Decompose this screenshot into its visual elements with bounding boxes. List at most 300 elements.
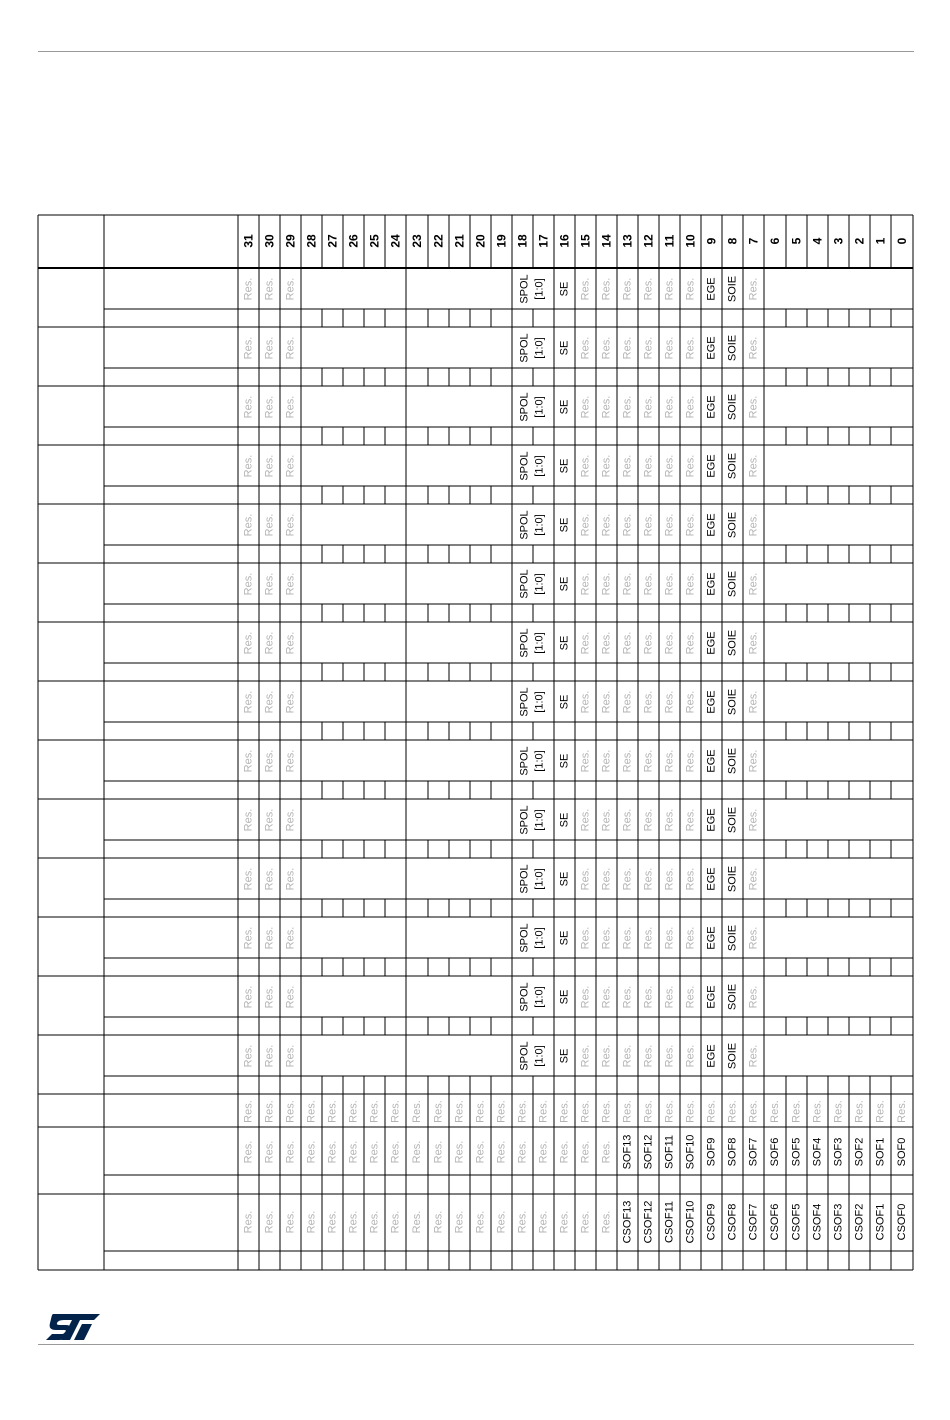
reserved-label: Res. [347, 1140, 360, 1164]
reserved-label: Res. [453, 1140, 466, 1164]
bit-number-21: 21 [452, 234, 467, 248]
spol-range-label: [1:0] [533, 455, 546, 477]
reserved-label: Res. [284, 690, 297, 714]
soie-label: SOIE [726, 629, 739, 657]
reserved-label: Res. [242, 1140, 255, 1164]
bit-number-14: 14 [599, 234, 614, 248]
reserved-label: Res. [242, 395, 255, 419]
ege-label: EGE [705, 395, 718, 419]
reserved-label: Res. [284, 1210, 297, 1234]
soie-label: SOIE [726, 924, 739, 952]
bit-number-4: 4 [810, 237, 825, 245]
reserved-label: Res. [305, 1140, 318, 1164]
reserved-label: Res. [284, 749, 297, 773]
reserved-label: Res. [747, 985, 760, 1009]
spol-label: SPOL [518, 569, 531, 599]
sof-flag-label: SOF12 [642, 1134, 655, 1170]
soie-label: SOIE [726, 511, 739, 539]
reserved-label: Res. [853, 1100, 866, 1123]
reserved-label: Res. [663, 336, 676, 360]
reserved-label: Res. [263, 867, 276, 891]
reserved-label: Res. [495, 1140, 508, 1164]
bit-number-7: 7 [746, 237, 761, 245]
se-label: SE [558, 281, 571, 297]
reserved-label: Res. [790, 1100, 803, 1123]
reserved-label: Res. [453, 1210, 466, 1234]
sof-flag-label: SOF6 [769, 1137, 781, 1167]
se-label: SE [558, 753, 571, 769]
se-label: SE [558, 812, 571, 828]
reserved-label: Res. [411, 1100, 423, 1123]
reserved-label: Res. [579, 572, 592, 596]
csof-flag-label: CSOF11 [663, 1201, 676, 1243]
bit-number-18: 18 [515, 234, 530, 248]
reserved-label: Res. [600, 1100, 613, 1123]
reserved-label: Res. [558, 1140, 571, 1164]
bit-number-10: 10 [683, 234, 698, 248]
reserved-label: Res. [600, 926, 613, 950]
bit-number-15: 15 [578, 234, 593, 248]
reserved-label: Res. [579, 1140, 592, 1164]
reserved-label: Res. [284, 395, 297, 419]
spol-label: SPOL [518, 628, 531, 658]
bit-number-16: 16 [557, 234, 572, 248]
sof-flag-label: SOF10 [684, 1134, 697, 1170]
reserved-label: Res. [600, 985, 613, 1009]
reserved-label: Res. [516, 1100, 529, 1123]
reserved-label: Res. [432, 1210, 445, 1234]
reserved-label: Res. [621, 749, 634, 773]
reserved-label: Res. [747, 1044, 760, 1068]
reserved-label: Res. [242, 336, 255, 360]
reserved-label: Res. [600, 867, 613, 891]
reserved-label: Res. [684, 808, 697, 832]
reserved-label: Res. [284, 513, 297, 537]
reserved-label: Res. [642, 454, 655, 478]
csof-flag-label: CSOF3 [832, 1203, 845, 1241]
reserved-label: Res. [579, 277, 592, 301]
reserved-label: Res. [663, 985, 676, 1009]
reserved-label: Res. [263, 1210, 276, 1234]
reserved-label: Res. [558, 1100, 571, 1123]
reserved-label: Res. [600, 336, 613, 360]
reserved-label: Res. [663, 395, 676, 419]
reserved-label: Res. [368, 1210, 381, 1234]
reserved-label: Res. [242, 572, 255, 596]
reserved-label: Res. [242, 749, 255, 773]
se-label: SE [558, 517, 571, 533]
reserved-label: Res. [326, 1140, 339, 1164]
reserved-label: Res. [684, 1100, 697, 1123]
reserved-label: Res. [684, 454, 697, 478]
reserved-label: Res. [242, 867, 255, 891]
bit-number-13: 13 [620, 234, 635, 248]
reserved-label: Res. [263, 1100, 276, 1123]
reserved-label: Res. [642, 1044, 655, 1068]
reserved-label: Res. [263, 690, 276, 714]
reserved-label: Res. [663, 867, 676, 891]
spol-label: SPOL [518, 687, 531, 717]
reserved-label: Res. [242, 1210, 255, 1234]
spol-label: SPOL [518, 746, 531, 776]
reserved-label: Res. [263, 985, 276, 1009]
reserved-label: Res. [663, 808, 676, 832]
reserved-label: Res. [579, 1210, 592, 1234]
reserved-label: Res. [284, 277, 297, 301]
reserved-label: Res. [621, 513, 634, 537]
bit-number-25: 25 [367, 234, 382, 248]
reserved-label: Res. [621, 631, 634, 655]
bit-number-20: 20 [473, 234, 488, 248]
reserved-label: Res. [663, 690, 676, 714]
reserved-label: Res. [326, 1210, 339, 1234]
reserved-label: Res. [389, 1100, 402, 1123]
ege-label: EGE [705, 513, 718, 537]
reserved-label: Res. [684, 690, 697, 714]
reserved-label: Res. [684, 277, 697, 301]
reserved-label: Res. [600, 808, 613, 832]
reserved-label: Res. [579, 867, 592, 891]
reserved-label: Res. [747, 513, 760, 537]
reserved-label: Res. [242, 985, 255, 1009]
spol-label: SPOL [518, 392, 531, 422]
reserved-label: Res. [684, 336, 697, 360]
reserved-label: Res. [579, 631, 592, 655]
reserved-label: Res. [326, 1100, 339, 1123]
reserved-label: Res. [389, 1210, 402, 1234]
ege-label: EGE [705, 631, 718, 655]
reserved-label: Res. [747, 336, 760, 360]
spol-range-label: [1:0] [533, 809, 546, 831]
se-label: SE [558, 871, 571, 887]
bit-number-11: 11 [662, 234, 677, 248]
bit-number-8: 8 [725, 237, 740, 245]
spol-range-label: [1:0] [533, 1045, 546, 1067]
reserved-label: Res. [474, 1100, 487, 1123]
reserved-label: Res. [747, 1100, 760, 1123]
csof-flag-label: CSOF6 [769, 1203, 781, 1241]
reserved-label: Res. [747, 749, 760, 773]
se-label: SE [558, 576, 571, 592]
spol-label: SPOL [518, 1041, 531, 1071]
reserved-label: Res. [684, 572, 697, 596]
reserved-label: Res. [516, 1210, 529, 1234]
reserved-label: Res. [284, 926, 297, 950]
reserved-label: Res. [600, 513, 613, 537]
bit-number-24: 24 [388, 234, 403, 248]
soie-label: SOIE [726, 983, 739, 1011]
sof-flag-label: SOF11 [663, 1134, 676, 1170]
spol-range-label: [1:0] [533, 278, 546, 300]
reserved-label: Res. [284, 985, 297, 1009]
reserved-label: Res. [600, 395, 613, 419]
reserved-label: Res. [579, 1044, 592, 1068]
reserved-label: Res. [600, 1044, 613, 1068]
reserved-label: Res. [600, 1210, 613, 1234]
reserved-label: Res. [242, 1044, 255, 1068]
reserved-label: Res. [368, 1140, 381, 1164]
reserved-label: Res. [642, 277, 655, 301]
reserved-label: Res. [600, 631, 613, 655]
reserved-label: Res. [621, 454, 634, 478]
bit-number-28: 28 [304, 234, 319, 248]
reserved-label: Res. [600, 454, 613, 478]
reserved-label: Res. [242, 631, 255, 655]
se-label: SE [558, 399, 571, 415]
reserved-label: Res. [684, 1044, 697, 1068]
reserved-label: Res. [600, 749, 613, 773]
soie-label: SOIE [726, 334, 739, 362]
reserved-label: Res. [621, 277, 634, 301]
reserved-label: Res. [600, 572, 613, 596]
reserved-label: Res. [684, 513, 697, 537]
reserved-label: Res. [747, 926, 760, 950]
reserved-label: Res. [242, 513, 255, 537]
reserved-label: Res. [600, 1140, 613, 1164]
reserved-label: Res. [642, 513, 655, 537]
reserved-label: Res. [263, 277, 276, 301]
reserved-label: Res. [642, 926, 655, 950]
reserved-label: Res. [621, 985, 634, 1009]
spol-range-label: [1:0] [533, 986, 546, 1008]
reserved-label: Res. [537, 1100, 550, 1123]
reserved-label: Res. [684, 749, 697, 773]
reserved-label: Res. [284, 454, 297, 478]
ege-label: EGE [705, 749, 718, 773]
spol-range-label: [1:0] [533, 927, 546, 949]
reserved-label: Res. [411, 1140, 423, 1164]
bit-number-17: 17 [536, 234, 551, 248]
sof-flag-label: SOF13 [621, 1134, 634, 1170]
soie-label: SOIE [726, 570, 739, 598]
soie-label: SOIE [726, 452, 739, 480]
reserved-label: Res. [263, 1140, 276, 1164]
reserved-label: Res. [663, 749, 676, 773]
ege-label: EGE [705, 572, 718, 596]
reserved-label: Res. [747, 690, 760, 714]
reserved-label: Res. [600, 277, 613, 301]
reserved-label: Res. [684, 985, 697, 1009]
reserved-label: Res. [579, 749, 592, 773]
reserved-label: Res. [474, 1210, 487, 1234]
reserved-label: Res. [747, 454, 760, 478]
se-label: SE [558, 989, 571, 1005]
spol-label: SPOL [518, 451, 531, 481]
se-label: SE [558, 635, 571, 651]
reserved-label: Res. [432, 1100, 445, 1123]
reserved-label: Res. [621, 1100, 634, 1123]
reserved-label: Res. [579, 926, 592, 950]
reserved-label: Res. [747, 572, 760, 596]
se-label: SE [558, 458, 571, 474]
reserved-label: Res. [284, 808, 297, 832]
reserved-label: Res. [621, 808, 634, 832]
reserved-label: Res. [621, 926, 634, 950]
reserved-label: Res. [579, 1100, 592, 1123]
soie-label: SOIE [726, 1042, 739, 1070]
reserved-label: Res. [284, 631, 297, 655]
spol-label: SPOL [518, 923, 531, 953]
reserved-label: Res. [305, 1100, 318, 1123]
reserved-label: Res. [284, 1140, 297, 1164]
reserved-label: Res. [242, 454, 255, 478]
reserved-label: Res. [663, 454, 676, 478]
ege-label: EGE [705, 985, 718, 1009]
reserved-label: Res. [747, 277, 760, 301]
reserved-label: Res. [684, 867, 697, 891]
reserved-label: Res. [684, 631, 697, 655]
reserved-label: Res. [579, 336, 592, 360]
reserved-label: Res. [263, 513, 276, 537]
csof-flag-label: CSOF10 [684, 1200, 697, 1244]
bit-number-2: 2 [852, 237, 867, 245]
spol-label: SPOL [518, 982, 531, 1012]
sof-flag-label: SOF9 [705, 1137, 718, 1167]
reserved-label: Res. [747, 631, 760, 655]
reserved-label: Res. [621, 867, 634, 891]
reserved-label: Res. [579, 454, 592, 478]
reserved-label: Res. [663, 631, 676, 655]
reserved-label: Res. [263, 631, 276, 655]
csof-flag-label: CSOF4 [811, 1203, 824, 1241]
spol-label: SPOL [518, 805, 531, 835]
reserved-label: Res. [621, 395, 634, 419]
soie-label: SOIE [726, 275, 739, 303]
csof-flag-label: CSOF2 [853, 1203, 866, 1241]
spol-label: SPOL [518, 333, 531, 363]
reserved-label: Res. [474, 1140, 487, 1164]
reserved-label: Res. [663, 926, 676, 950]
reserved-label: Res. [579, 395, 592, 419]
reserved-label: Res. [642, 395, 655, 419]
reserved-label: Res. [747, 867, 760, 891]
reserved-label: Res. [516, 1140, 529, 1164]
reserved-label: Res. [242, 926, 255, 950]
reserved-label: Res. [368, 1100, 381, 1123]
reserved-label: Res. [263, 749, 276, 773]
spol-range-label: [1:0] [533, 691, 546, 713]
bit-number-23: 23 [410, 234, 424, 248]
reserved-label: Res. [263, 926, 276, 950]
reserved-label: Res. [284, 1100, 297, 1123]
bit-number-1: 1 [873, 237, 888, 245]
reserved-label: Res. [242, 808, 255, 832]
reserved-label: Res. [284, 867, 297, 891]
reserved-label: Res. [874, 1100, 887, 1123]
reserved-label: Res. [389, 1140, 402, 1164]
spol-range-label: [1:0] [533, 514, 546, 536]
reserved-label: Res. [896, 1100, 908, 1123]
reserved-label: Res. [579, 808, 592, 832]
spol-range-label: [1:0] [533, 396, 546, 418]
reserved-label: Res. [305, 1210, 318, 1234]
reserved-label: Res. [347, 1210, 360, 1234]
bit-number-26: 26 [346, 234, 361, 248]
bit-number-30: 30 [262, 234, 277, 248]
csof-flag-label: CSOF8 [726, 1203, 739, 1241]
reserved-label: Res. [284, 572, 297, 596]
bit-number-22: 22 [431, 234, 446, 248]
reserved-label: Res. [579, 985, 592, 1009]
reserved-label: Res. [263, 1044, 276, 1068]
se-label: SE [558, 1048, 571, 1064]
st-logo-icon [44, 1312, 102, 1342]
soie-label: SOIE [726, 688, 739, 716]
reserved-label: Res. [537, 1210, 550, 1234]
reserved-label: Res. [621, 1044, 634, 1068]
bit-number-3: 3 [831, 237, 846, 245]
bit-number-27: 27 [325, 234, 340, 248]
bit-number-12: 12 [641, 234, 656, 248]
bit-number-0: 0 [895, 237, 909, 245]
sof-flag-label: SOF8 [726, 1137, 739, 1167]
reserved-label: Res. [579, 513, 592, 537]
reserved-label: Res. [263, 572, 276, 596]
sof-flag-label: SOF1 [874, 1137, 887, 1167]
bit-number-6: 6 [768, 237, 782, 245]
spol-range-label: [1:0] [533, 632, 546, 654]
csof-flag-label: CSOF0 [896, 1203, 908, 1241]
soie-label: SOIE [726, 393, 739, 421]
reserved-label: Res. [411, 1210, 423, 1234]
se-label: SE [558, 694, 571, 710]
se-label: SE [558, 340, 571, 356]
reserved-label: Res. [284, 1044, 297, 1068]
reserved-label: Res. [642, 572, 655, 596]
footer-rule [38, 1344, 914, 1345]
bit-number-9: 9 [704, 237, 719, 245]
sof-flag-label: SOF7 [747, 1137, 760, 1167]
sof-flag-label: SOF0 [896, 1137, 908, 1167]
ege-label: EGE [705, 1044, 718, 1068]
ege-label: EGE [705, 690, 718, 714]
reserved-label: Res. [747, 395, 760, 419]
sof-flag-label: SOF3 [832, 1137, 845, 1167]
reserved-label: Res. [284, 336, 297, 360]
reserved-label: Res. [621, 690, 634, 714]
reserved-label: Res. [347, 1100, 360, 1123]
reserved-label: Res. [495, 1210, 508, 1234]
bit-number-31: 31 [241, 234, 256, 248]
reserved-label: Res. [642, 808, 655, 832]
reserved-label: Res. [642, 631, 655, 655]
reserved-label: Res. [663, 513, 676, 537]
reserved-label: Res. [663, 1044, 676, 1068]
spol-range-label: [1:0] [533, 750, 546, 772]
reserved-label: Res. [705, 1100, 718, 1123]
ege-label: EGE [705, 926, 718, 950]
reserved-label: Res. [811, 1100, 824, 1123]
reserved-label: Res. [621, 572, 634, 596]
bit-number-29: 29 [283, 234, 298, 248]
csof-flag-label: CSOF12 [642, 1200, 655, 1244]
reserved-label: Res. [832, 1100, 845, 1123]
reserved-label: Res. [263, 454, 276, 478]
reserved-label: Res. [663, 277, 676, 301]
soie-label: SOIE [726, 806, 739, 834]
spol-range-label: [1:0] [533, 573, 546, 595]
reserved-label: Res. [684, 395, 697, 419]
soie-label: SOIE [726, 747, 739, 775]
reserved-label: Res. [642, 867, 655, 891]
sof-flag-label: SOF2 [853, 1137, 866, 1167]
spol-label: SPOL [518, 274, 531, 304]
csof-flag-label: CSOF13 [621, 1200, 634, 1244]
reserved-label: Res. [263, 336, 276, 360]
ege-label: EGE [705, 867, 718, 891]
reserved-label: Res. [242, 277, 255, 301]
reserved-label: Res. [537, 1140, 550, 1164]
